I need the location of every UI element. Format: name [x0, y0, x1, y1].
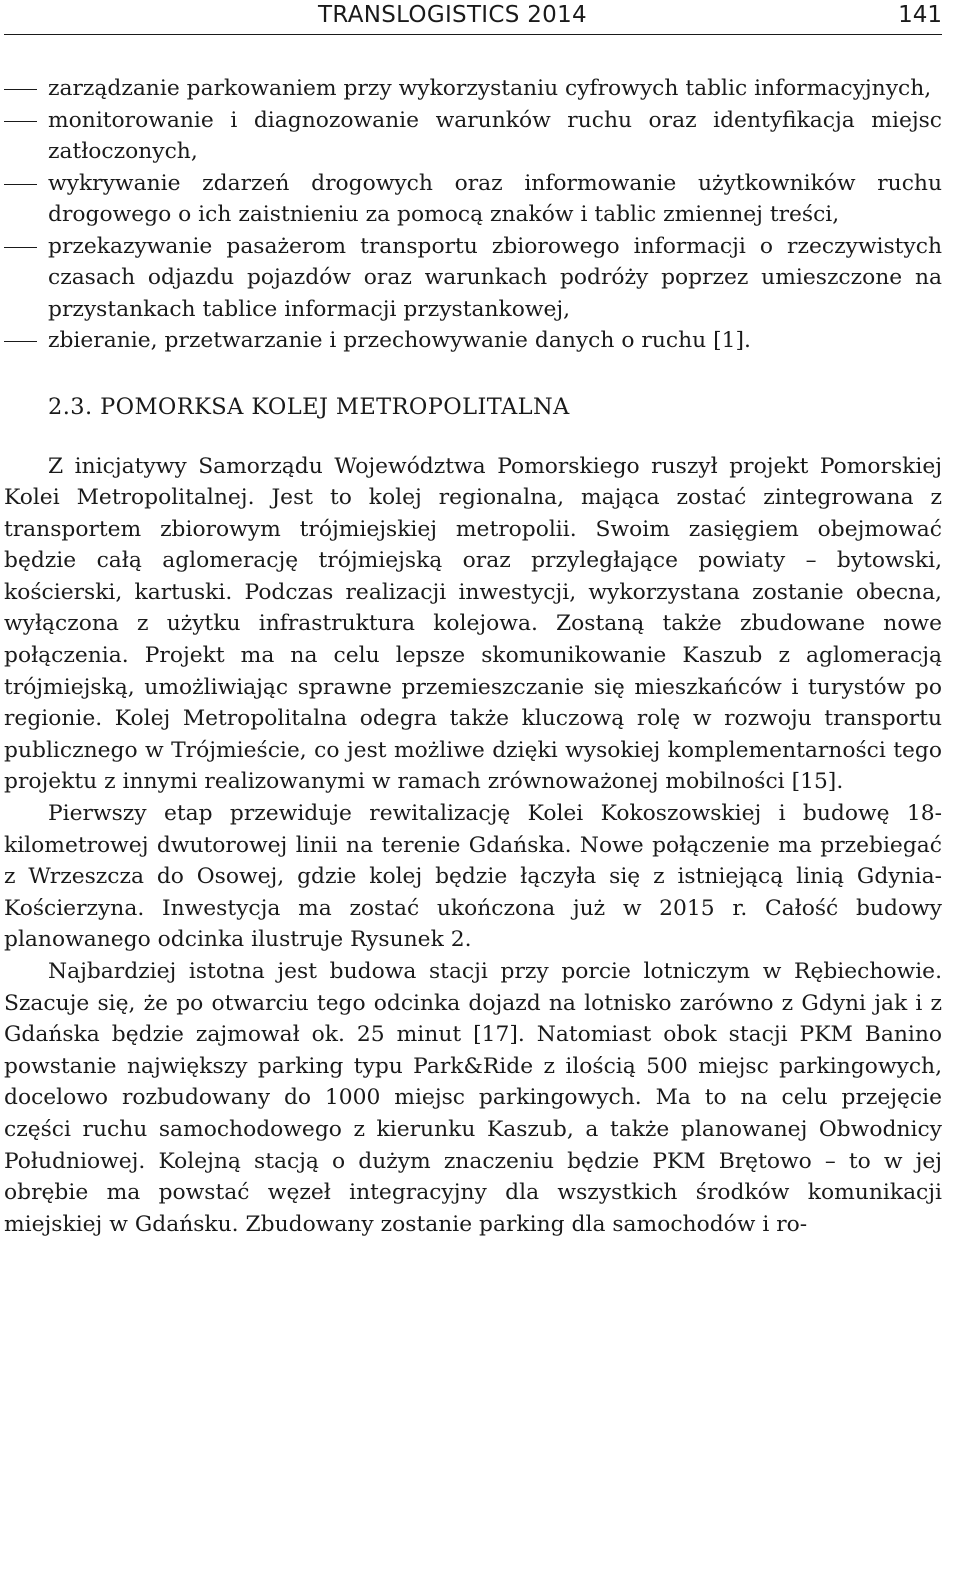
em-dash-bullet: [4, 89, 37, 90]
em-dash-bullet: [4, 121, 37, 122]
running-header: [4, 0, 942, 35]
body-paragraph: Z inicjatywy Samorządu Województwa Pomorskiego ruszył projekt Pomorskiej Kolei Metropolitalnej. Jest to kolej regionalna, mająca zostać zintegrowana z transportem zbiorowym trójmiejskiej metropolii. Swoim zasięgiem obejmować będzie całą aglomerację trójmiejską oraz przyległające powiaty – bytowski, kościerski, kartuski. Podczas realizacji inwestycji, wykorzystana zostanie obecna, wyłączona z użytku infrastruktura kolejowa. Zostaną także zbudowane nowe połączenia. Projekt ma na celu lepsze skomunikowanie Kaszub z aglomeracją trójmiejską, umożliwiając sprawne przemieszczanie się mieszkańców i turystów po regionie. Kolej Metropolitalna odegra także kluczową rolę w rozwoju transportu publicznego w Trójmieście, co jest możliwe dzięki wysokiej komplementarności tego projektu z innymi realizowanymi w ramach zrównoważonej mobilności [15].: [4, 453, 942, 795]
list-item: [4, 168, 942, 231]
list-item-text: zbieranie, przetwarzanie i przechowywanie danych o ruchu [1].: [48, 328, 751, 353]
bullet-list: [4, 73, 942, 357]
list-item-text: wykrywanie zdarzeń drogowych oraz informowanie użytkowników ruchu drogowego o ich zaistnieniu za pomocą znaków i tablic zmiennej treści,: [48, 170, 942, 227]
running-title: TRANSLOGISTICS 2014: [318, 2, 587, 28]
list-item: [4, 73, 942, 105]
em-dash-bullet: [4, 184, 37, 185]
document-page: [4, 0, 942, 1240]
em-dash-bullet: [4, 247, 37, 248]
list-item: [4, 105, 942, 168]
list-item: [4, 325, 942, 357]
em-dash-bullet: [4, 341, 37, 342]
list-item: [4, 231, 942, 326]
page-number: 141: [898, 2, 942, 28]
list-item-text: monitorowanie i diagnozowanie warunków ruchu oraz identyfikacja miejsc zatłoczonych,: [48, 107, 942, 164]
body-paragraph: Pierwszy etap przewiduje rewitalizację Kolei Kokoszowskiej i budowę 18-kilometrowej dwutorowej linii na terenie Gdańska. Nowe połączenie ma przebiegać z Wrzeszcza do Osowej, gdzie kolej będzie łączyła się z istniejącą linią Gdynia- Kościerzyna. Inwestycja ma zostać ukończona już w 2015 r. Całość budowy planowanego odcinka ilustruje Rysunek 2.: [4, 801, 942, 953]
list-item-text: przekazywanie pasażerom transportu zbiorowego informacji o rzeczywistych czasach odjazdu pojazdów oraz warunkach podróży poprzez umieszczone na przystankach tablice informacji przystankowej,: [48, 233, 942, 322]
body-paragraph: Najbardziej istotna jest budowa stacji przy porcie lotniczym w Rębiechowie. Szacuje się, że po otwarciu tego odcinka dojazd na lotnisko zarówno z Gdyni jak i z Gdańska będzie zajmował ok. 25 minut [17]. Natomiast obok stacji PKM Banino powstanie największy parking typu Park&Ride z ilością 500 miejsc parkingowych, docelowo rozbudowany do 1000 miejsc parkingowych. Ma to na celu przejęcie części ruchu samochodowego z kierunku Kaszub, a także planowanej Obwodnicy Południowej. Kolejną stacją o dużym znaczeniu będzie PKM Brętowo – to w jej obrębie ma powstać węzeł integracyjny dla wszystkich środków komunikacji miejskiej w Gdańsku. Zbudowany zostanie parking dla samochodów i ro-: [4, 959, 942, 1237]
section-heading: 2.3. POMORKSA KOLEJ METROPOLITALNA: [48, 393, 570, 420]
list-item-text: zarządzanie parkowaniem przy wykorzystaniu cyfrowych tablic informacyjnych,: [48, 76, 932, 101]
